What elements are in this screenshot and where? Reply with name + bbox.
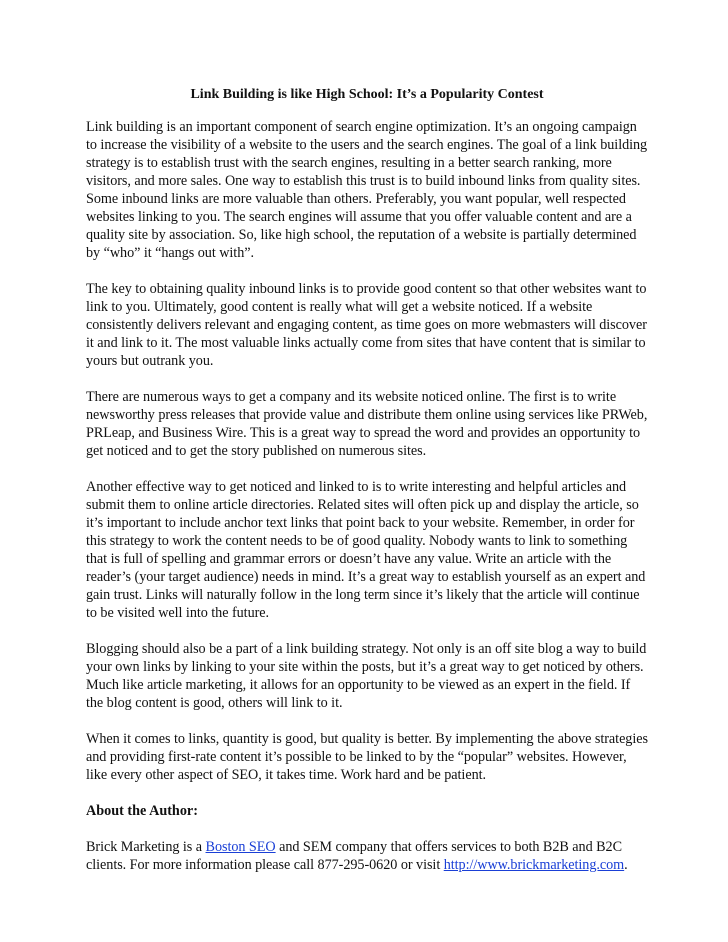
author-paragraph bbox=[86, 838, 648, 874]
brickmarketing-website-link[interactable]: http://www.brickmarketing.com bbox=[443, 857, 625, 873]
paragraph-conclusion: When it comes to links, quantity is good, but quality is better. By implementing the above strategies and providing first-rate content it’s possible to be linked to by the “popular” websites. However, like every other aspect of SEO, it takes time. Work hard and be patient. bbox=[86, 731, 648, 783]
paragraph-press-releases: There are numerous ways to get a company and its website noticed online. The first is to write newsworthy press releases that provide value and distribute them online using services like PRWeb, PRLeap, and Business Wire. This is a great way to spread the word and provides an opportunity to get noticed and to get the story published on numerous sites. bbox=[86, 389, 648, 459]
paragraph-content: The key to obtaining quality inbound links is to provide good content so that other websites want to link to you. Ultimately, good content is really what will get a website noticed. If a website consistently delivers relevant and engaging content, as time goes on more webmasters will discover it and link to it. The most valuable links actually come from sites that have content that is similar to yours but outrank you. bbox=[86, 281, 647, 369]
paragraph-blogging: Blogging should also be a part of a link building strategy. Not only is an off site blog a way to build your own links by linking to your site within the posts, but it’s a great way to get noticed by others. Much like article marketing, it allows for an opportunity to be viewed as an expert in the field. If the blog content is good, others will link to it. bbox=[86, 641, 647, 711]
paragraph-articles: Another effective way to get noticed and linked to is to write interesting and helpful articles and submit them to online article directories. Related sites will often pick up and display the article, so it’s important to include anchor text links that point back to your website. Remember, in order for this strategy to work the content needs to be of good quality. Nobody wants to link to something that is full of spelling and grammar errors or doesn’t have any value. Write an article with the reader’s (your target audience) needs in mind. It’s a great way to establish yourself as an expert and gain trust. Links will naturally follow in the long term since it’s likely that the article will continue to be visited well into the future. bbox=[86, 479, 646, 621]
document-title: Link Building is like High School: It’s a Popularity Contest bbox=[190, 87, 544, 102]
author-text-1: Brick Marketing is a bbox=[86, 839, 206, 855]
author-text-2: and SEM company that offers services to both B2B and B2C clients. For more information please call 877-295-0620 or visit bbox=[86, 839, 623, 873]
author-text-3: . bbox=[624, 857, 628, 873]
boston-seo-link[interactable]: Boston SEO bbox=[205, 839, 276, 855]
author-heading: About the Author: bbox=[86, 803, 198, 819]
paragraph-intro: Link building is an important component of search engine optimization. It’s an ongoing campaign to increase the visibility of a website to the users and the search engines. The goal of a link building strategy is to establish trust with the search engines, resulting in a better search ranking, more visitors, and more sales. One way to establish this trust is to build inbound links from quality sites. Some inbound links are more valuable than others. Preferably, you want popular, well respected websites linking to you. The search engines will assume that you offer valuable content and are a quality site by association. So, like high school, the reputation of a website is partially determined by “who” it “hangs out with”. bbox=[86, 119, 648, 261]
